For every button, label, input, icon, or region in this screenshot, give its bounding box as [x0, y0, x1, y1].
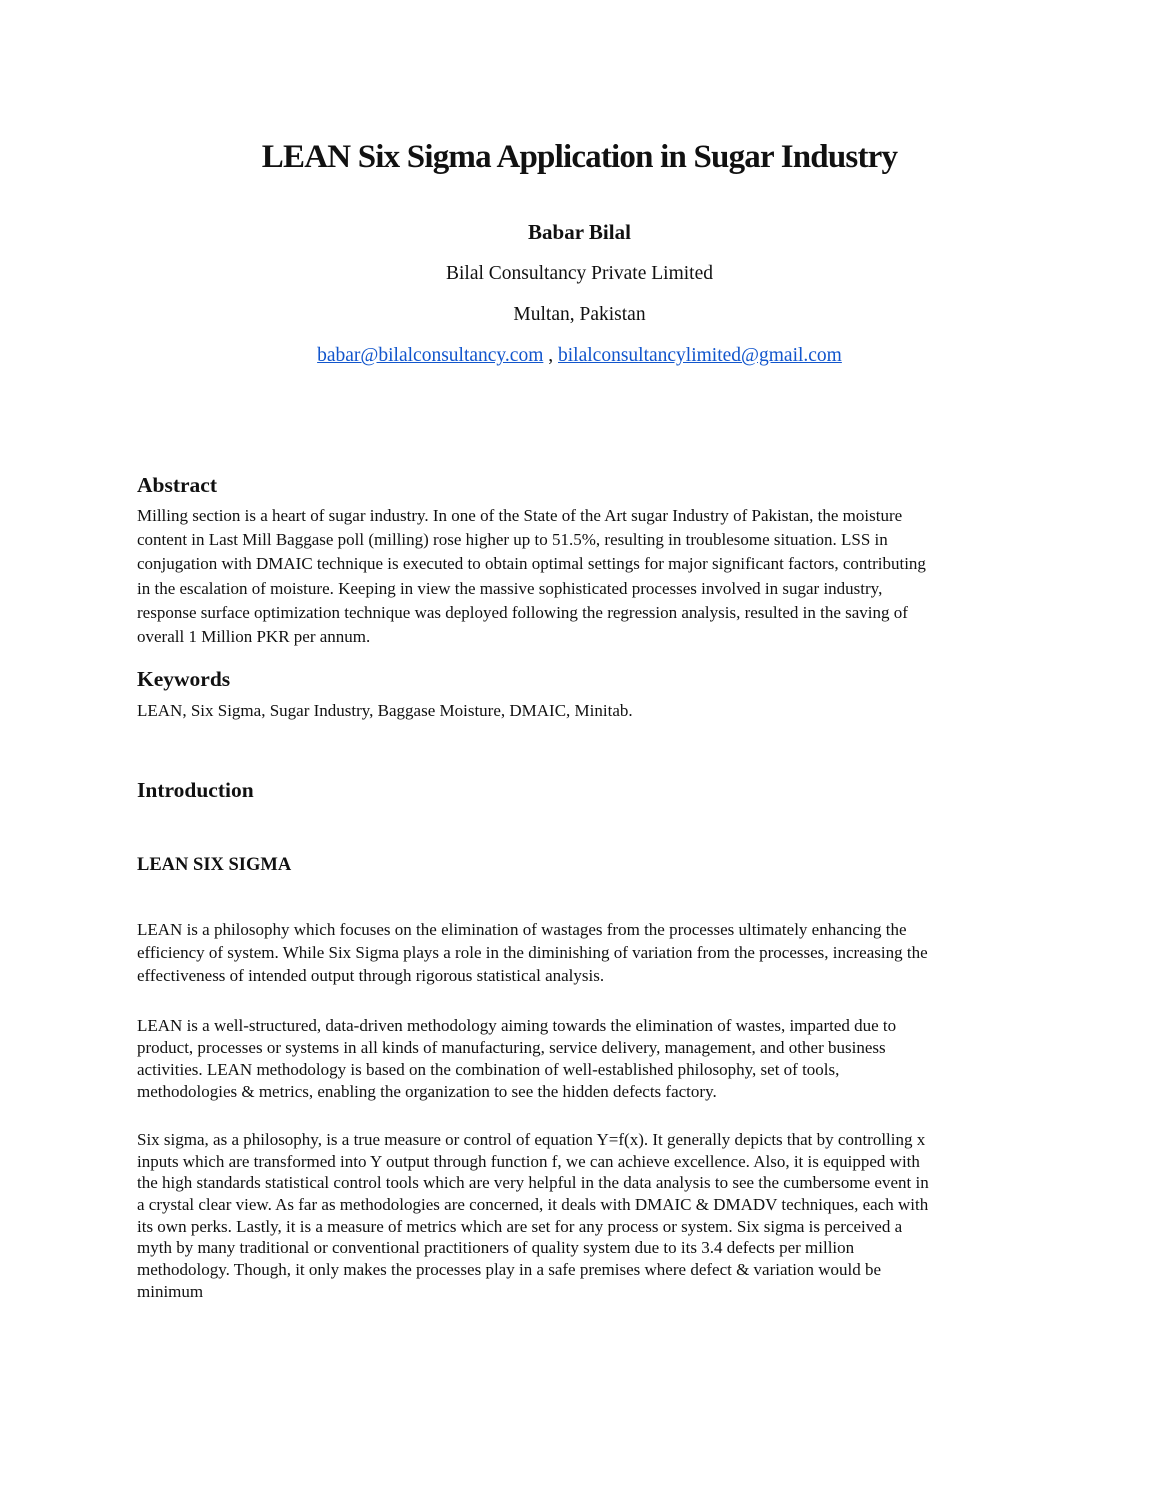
text-line: effectiveness of intended output through rigorous statistical analysis. — [137, 966, 605, 985]
text-line: response surface optimization technique was deployed following the regression analysis, resulted in the saving of — [137, 602, 908, 622]
intro-paragraph-3 — [137, 1129, 1037, 1303]
text-line: LEAN is a well-structured, data-driven methodology aiming towards the elimination of wastes, imparted due to — [137, 1016, 897, 1035]
abstract-heading: Abstract — [137, 473, 218, 497]
email-separator: , — [543, 345, 558, 366]
email-link-primary[interactable]: babar@bilalconsultancy.com — [317, 345, 544, 366]
text-line: methodology. Though, it only makes the processes play in a safe premises where defect & variation would be — [137, 1260, 882, 1280]
location: Multan, Pakistan — [513, 304, 646, 325]
text-line: Milling section is a heart of sugar industry. In one of the State of the Art sugar Industry of Pakistan, the moisture — [137, 506, 903, 525]
text-line: a crystal clear view. As far as methodologies are concerned, it deals with DMAIC & DMADV techniques, each with — [137, 1195, 929, 1215]
keywords-text — [137, 699, 1037, 723]
text-line: product, processes or systems in all kinds of manufacturing, service delivery, management, and other business — [137, 1038, 886, 1057]
text-line: overall 1 Million PKR per annum. — [137, 626, 371, 646]
intro-paragraph-1 — [137, 918, 1037, 987]
text-line: efficiency of system. While Six Sigma plays a role in the diminishing of variation from the processes, increasing the — [137, 943, 928, 962]
text-line: inputs which are transformed into Y output through function f, we can achieve excellence. Also, it is equipped with — [137, 1151, 920, 1171]
abstract-body — [137, 504, 1037, 649]
text-line: methodologies & metrics, enabling the organization to see the hidden defects factory. — [137, 1082, 717, 1101]
email-links — [0, 343, 1159, 369]
text-line: content in Last Mill Baggase poll (milling) rose higher up to 51.5%, resulting in troublesome situation. LSS in — [137, 530, 888, 550]
text-line: activities. LEAN methodology is based on the combination of well-established philosophy, set of tools, — [137, 1060, 840, 1079]
intro-paragraph-2 — [137, 1015, 1037, 1103]
text-line: minimum — [137, 1281, 204, 1301]
text-line: conjugation with DMAIC technique is executed to obtain optimal settings for major significant factors, contributing — [137, 554, 926, 574]
text-line: the high standards statistical control tools which are very helpful in the data analysis to see the cumbersome event in — [137, 1173, 929, 1193]
paper-title: LEAN Six Sigma Application in Sugar Industry — [261, 139, 898, 175]
text-line: LEAN is a philosophy which focuses on the elimination of wastages from the processes ultimately enhancing the — [137, 920, 907, 939]
introduction-heading: Introduction — [137, 778, 254, 802]
author-name: Babar Bilal — [528, 220, 631, 244]
text-line: myth by many traditional or conventional practitioners of quality system due to its 3.4 defects per million — [137, 1238, 855, 1258]
text-line: its own perks. Lastly, it is a measure of metrics which are set for any process or system. Six sigma is perceived a — [137, 1216, 903, 1236]
keywords-line: LEAN, Six Sigma, Sugar Industry, Baggase Moisture, DMAIC, Minitab. — [137, 701, 633, 720]
text-line: in the escalation of moisture. Keeping in view the massive sophisticated processes involved in sugar industry, — [137, 578, 883, 598]
email-link-secondary[interactable]: bilalconsultancylimited@gmail.com — [558, 345, 842, 366]
text-line: Six sigma, as a philosophy, is a true measure or control of equation Y=f(x). It generally depicts that by controlling x — [137, 1130, 926, 1149]
lean-six-sigma-subheading: LEAN SIX SIGMA — [137, 855, 292, 875]
affiliation: Bilal Consultancy Private Limited — [445, 263, 713, 284]
keywords-heading: Keywords — [137, 667, 231, 691]
